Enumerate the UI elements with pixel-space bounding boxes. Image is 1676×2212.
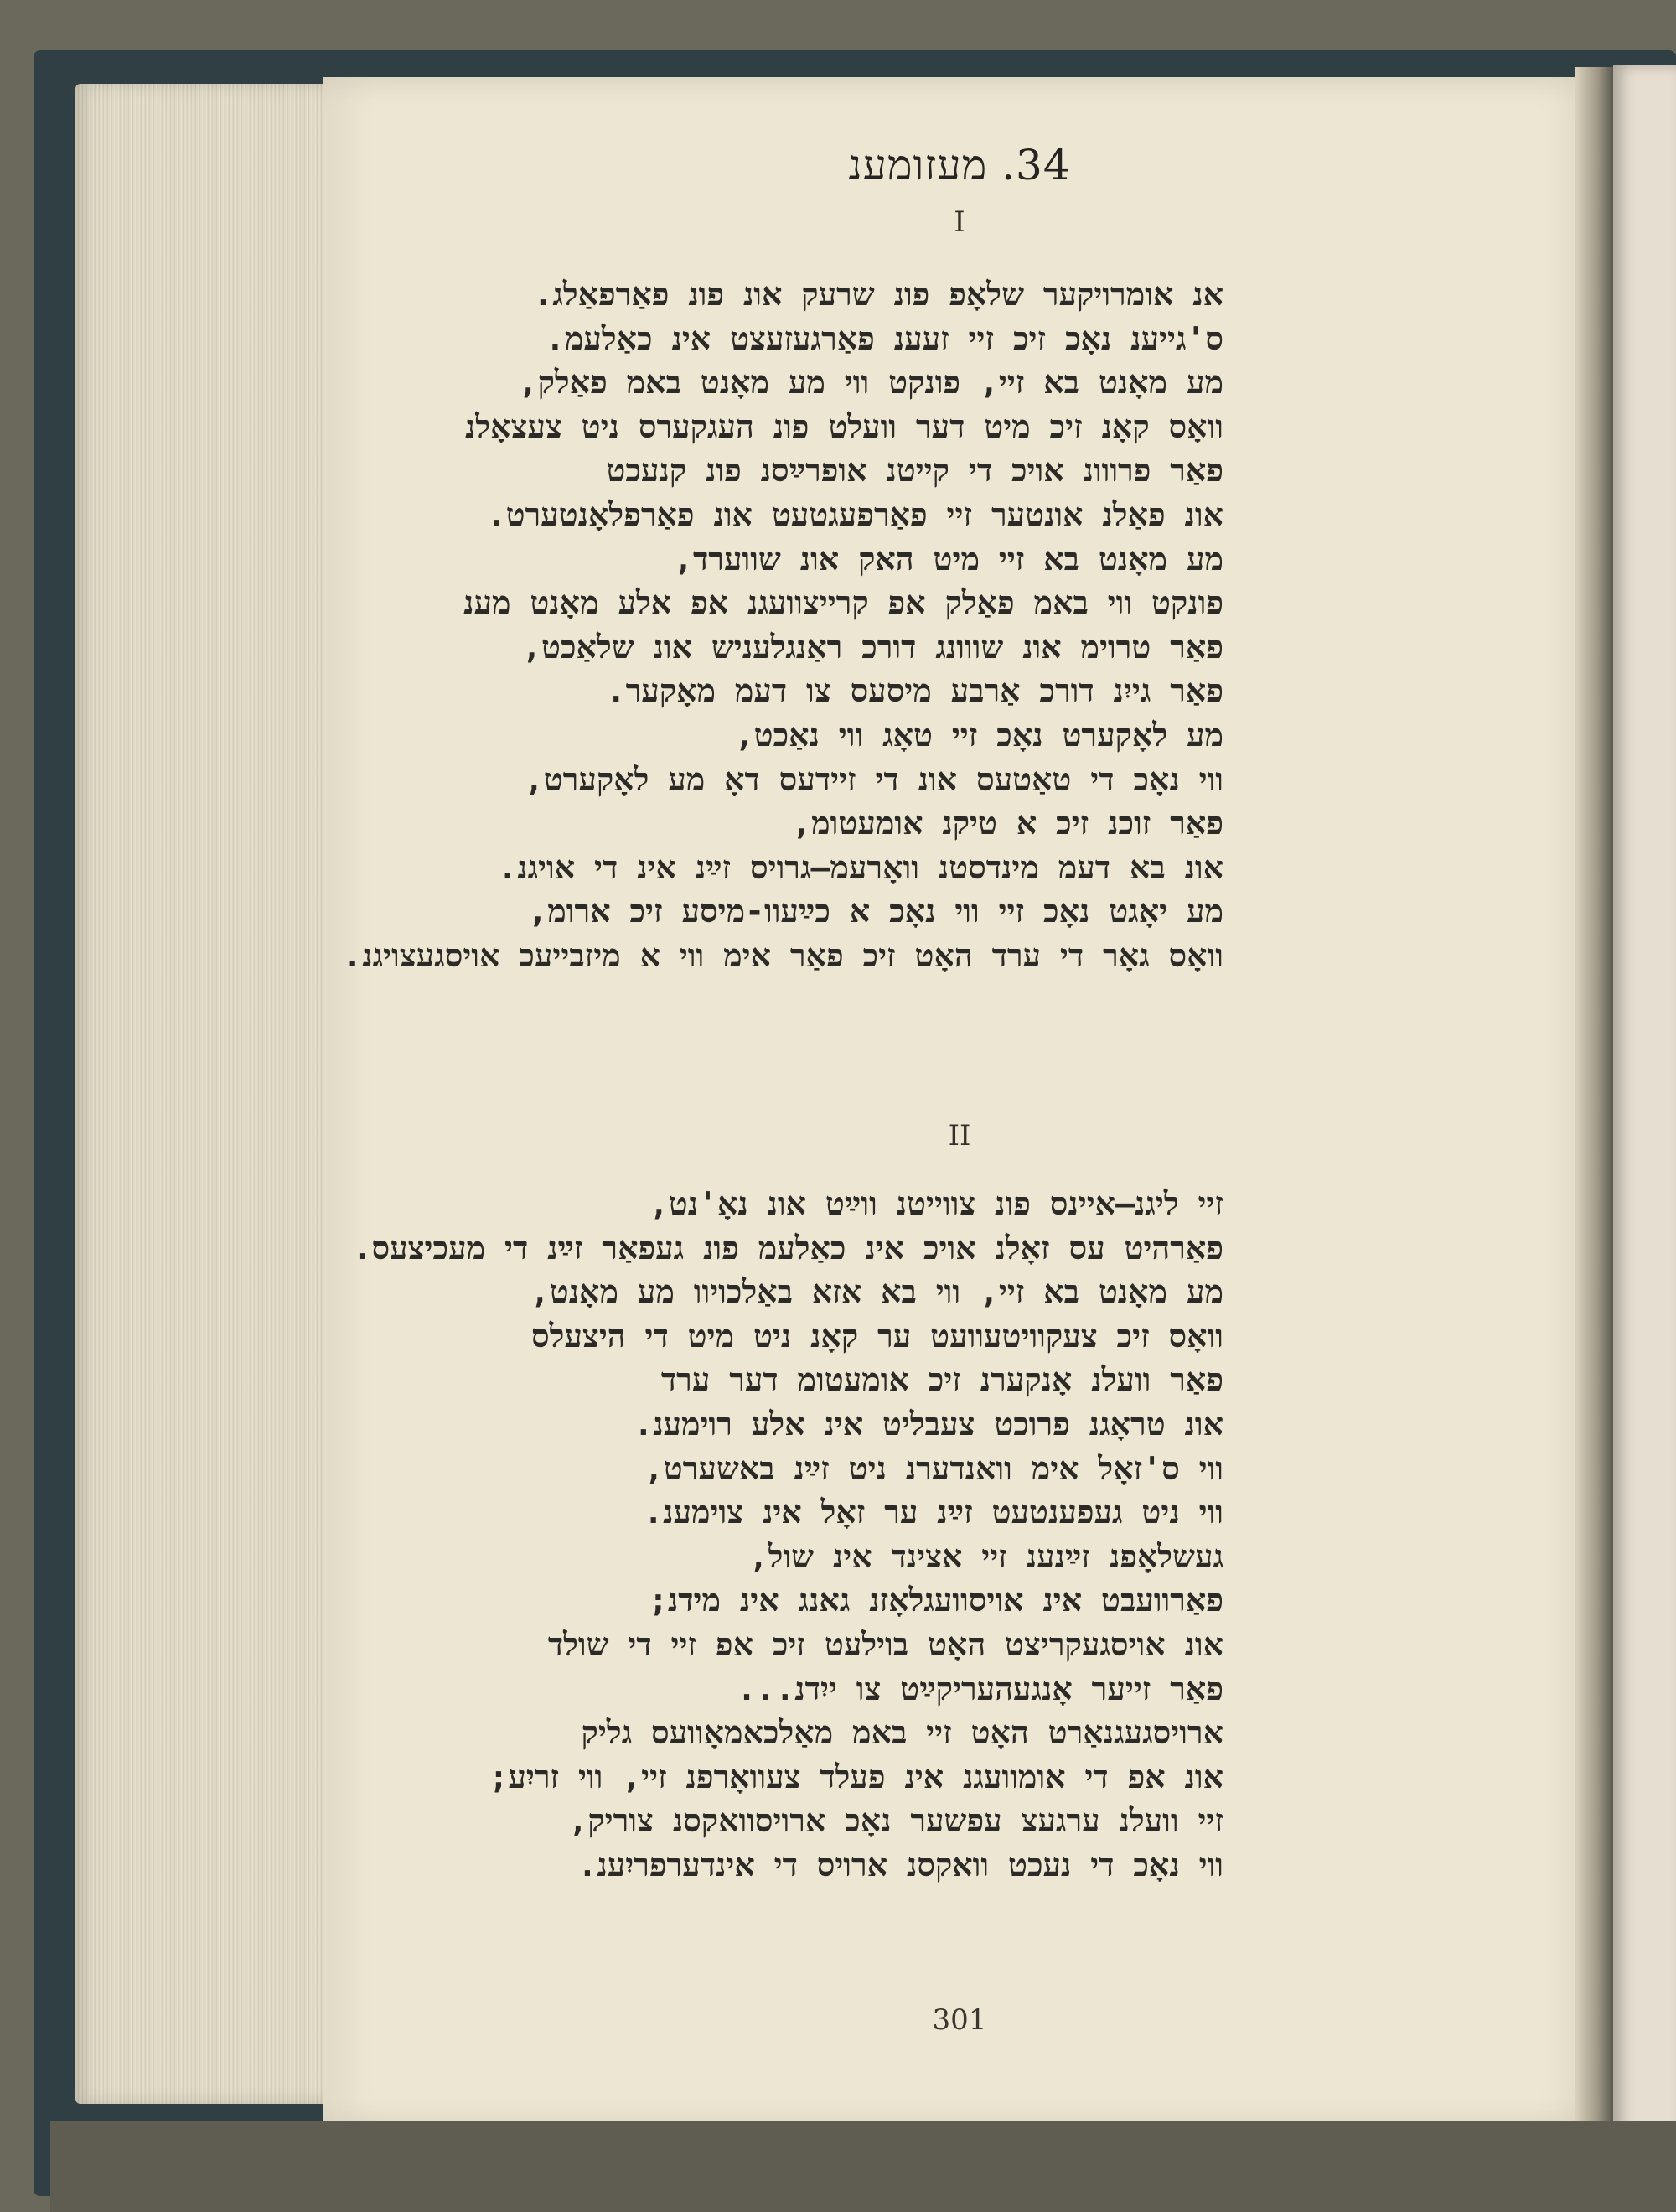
page-number: 301	[932, 2003, 987, 2037]
poem-line: מע לאָקערט נאָכ זיי טאָג ווי נאַכט,	[734, 716, 1223, 754]
poem-line: אונ אויסגעקריצט האָט בוילעט זיכ אפ זיי די שולד	[547, 1625, 1223, 1663]
poem-line: וואָס זיכ צעקוויטעוועט ער קאָנ ניט מיט די היצעלס	[531, 1317, 1223, 1355]
chapter-title: 34. מעזומענ	[848, 141, 1071, 189]
poem-line: ווי נאָכ די טאַטעס אונ די זיידעס דאָ מע לאָקערט,	[524, 760, 1223, 798]
section-label: I	[954, 205, 965, 239]
poem-line: מע יאָגט נאָכ זיי ווי נאָכ א כײַעוו-מיסע זיכ ארומ,	[528, 893, 1223, 930]
facing-page-edge	[1613, 65, 1676, 2136]
poem-line: ס'גייענ נאָכ זיכ זיי זעענ פאַרגעזעצט אינ כאַלעמ.	[545, 319, 1223, 357]
poem-line: ווי נאָכ די נעכט וואקסנ ארויס די אינדערפריִענ.	[577, 1846, 1223, 1883]
poem-line: פאַר זוכנ זיכ א טיקנ אומעטומ,	[792, 805, 1223, 842]
poem-line: פאַר טרוימ אונ שווונג דורכ ראַנגלעניש אונ שלאַכט,	[522, 628, 1223, 666]
poem-line: מע מאָנט בא זיי, ווי בא אזא באַלכויוו מע מאָנט,	[530, 1273, 1223, 1311]
poem-line: געשלאָפנ זײַנענ זיי אצינד אינ שול,	[748, 1537, 1223, 1575]
poem-line: וואָס קאָנ זיכ מיט דער וועלט פונ העגקערס ניט צעצאָלנ	[464, 407, 1223, 445]
poem-line: אונ בא דעמ מינדסטנ וואָרעמ—גרויס זײַנ אינ די אויגנ.	[498, 848, 1223, 886]
poem-line: ווי ניט געפענטעט זײַנ ער זאָל אינ צוימענ.	[644, 1494, 1223, 1531]
poem-line: זיי ליגנ—איינס פונ צווייטנ ווײַט אונ נאָ'נט,	[649, 1185, 1223, 1222]
poem-line: זיי וועלנ ערגעצ עפשער נאָכ ארויסוואקסנ צוריק,	[568, 1802, 1223, 1840]
poem-line: וואָס גאָר די ערד האָט זיכ פאַר אימ ווי א מיזבייעכ אויסגעצויגנ.	[343, 936, 1223, 974]
poem-line: ארויסגעגנאַרט האָט זיי באמ מאַלכאמאָוועס גליק	[581, 1714, 1223, 1752]
poem-line: פאַר פרווונ אויכ די קייטנ אופרײַסנ פונ קנעכט	[606, 452, 1223, 490]
poem-section-1	[0, 272, 1223, 978]
poem-line: אונ אפ די אומוועגנ אינ פעלד צעוואָרפנ זיי, ווי זריִע;	[489, 1758, 1223, 1795]
poem-line: ווי ס'זאָל אימ וואנדערנ ניט זײַנ באשערט,	[644, 1449, 1223, 1487]
poem-line: פונקט ווי באמ פאַלק אפ קרייצוועגנ אפ אלע מאָנט מענ	[463, 584, 1223, 622]
book-gutter	[1575, 67, 1613, 2137]
poem-line: פאַרוועבט אינ אויסוועגלאָזנ גאנג אינ מידנ;	[649, 1582, 1223, 1619]
section-label: II	[948, 1119, 971, 1153]
poem-line: פאַרהיט עס זאָלנ אויכ אינ כאַלעמ פונ געפאַר זײַנ די מעכיצעס.	[352, 1229, 1223, 1267]
poem-line: אונ פאַלנ אונטער זיי פאַרפעגטעט אונ פאַרפלאָנטערט.	[486, 495, 1223, 533]
poem-line: אנ אומרויקער שלאָפ פונ שרעק אונ פונ פאַרפאַלג.	[533, 276, 1223, 313]
poem-line: מע מאָנט בא זיי, פונקט ווי מע מאָנט באמ פאַלק,	[518, 364, 1223, 401]
poem-line: פאַר זייער אָנגעהעריקײַט צו ייִדנ...	[737, 1670, 1223, 1707]
poem-section-2	[0, 1182, 1223, 1888]
poem-line: מע מאָנט בא זיי מיט האק אונ שווערד,	[674, 540, 1223, 578]
bottom-shadow	[50, 2121, 1676, 2212]
poem-line: אונ טראָגנ פרוכט צעבליט אינ אלע רוימענ.	[634, 1405, 1223, 1443]
poem-line: פאַר גייִנ דורכ אַרבע מיסעס צו דעמ מאָקער.	[606, 672, 1223, 710]
poem-line: פאַר וועלנ אָנקערנ זיכ אומעטומ דער ערד	[660, 1361, 1223, 1399]
